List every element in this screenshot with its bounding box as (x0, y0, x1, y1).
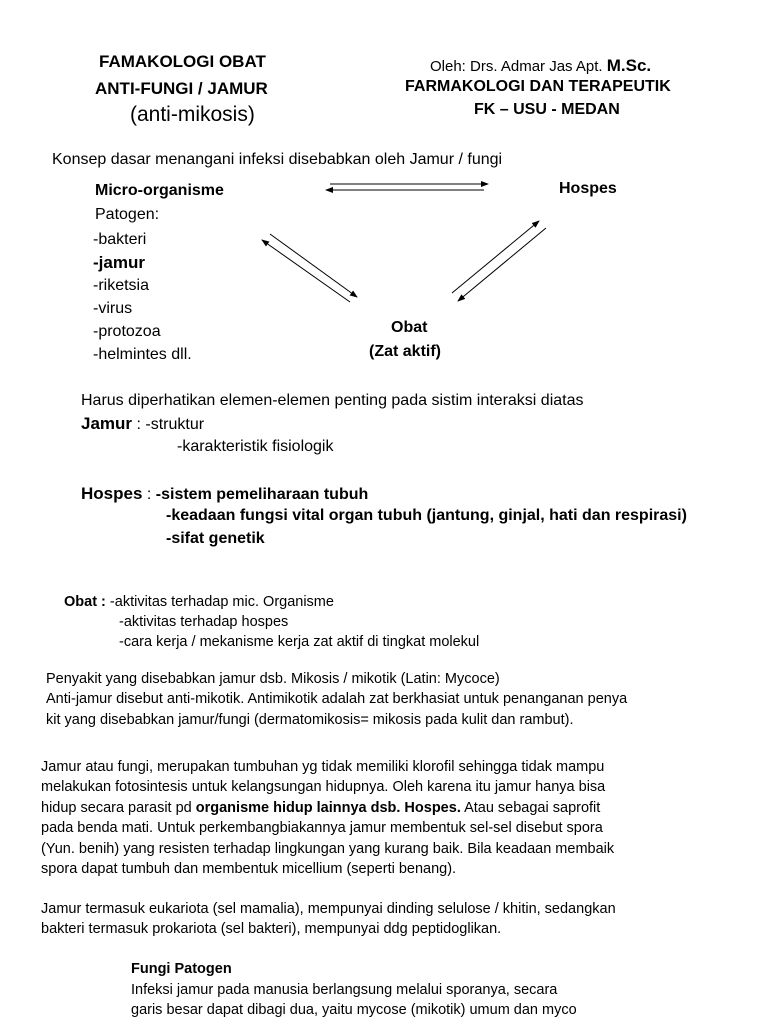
paragraph-eukariota (41, 899, 616, 940)
obat-node: Obat (391, 319, 428, 336)
paragraph-text: Atau sebagai saprofit (460, 799, 601, 816)
arrow-hospes-to-obat (458, 228, 546, 301)
patogen-label: Patogen: (95, 206, 160, 223)
department: FARMAKOLOGI DAN TERAPEUTIK (405, 78, 671, 95)
arrow-obat-to-micro (262, 240, 350, 302)
micro-organisme-title: Micro-organisme (95, 182, 224, 199)
paragraph-line (41, 798, 614, 818)
elements-intro: Harus diperhatikan elemen-elemen penting pada sistim interaksi diatas (81, 392, 584, 409)
paragraph-mikosis (46, 669, 627, 730)
paragraph-line: spora dapat tumbuh dan membentuk micellium (seperti benang). (41, 861, 457, 878)
arrow-obat-to-hospes (452, 221, 539, 293)
paragraph-line: Penyakit yang disebabkan jamur dsb. Mikosis / mikotik (Latin: Mycoce) (46, 671, 500, 687)
obat-item-1: -aktivitas terhadap mic. Organisme (109, 594, 334, 610)
jamur-item-1: -struktur (145, 416, 205, 433)
pathogen-item: -protozoa (93, 323, 161, 340)
paragraph-line: melakukan fotosintesis untuk kelangsungan hidupnya. Oleh karena itu jamur hanya bisa (41, 779, 606, 796)
obat-row (64, 592, 334, 612)
pathogen-item: -helmintes dll. (93, 346, 192, 363)
paragraph-line: Infeksi jamur pada manusia berlangsung melalui sporanya, secara (131, 982, 558, 998)
faculty: FK – USU - MEDAN (474, 101, 620, 118)
jamur-row (81, 414, 204, 434)
paragraph-line: Jamur termasuk eukariota (sel mamalia), mempunyai dinding selulose / khitin, sedangkan (41, 901, 616, 917)
paragraph-line: Jamur atau fungi, merupakan tumbuhan yg tidak memiliki klorofil sehingga tidak mampu (41, 759, 605, 775)
title-line-2: ANTI-FUNGI / JAMUR (95, 79, 268, 98)
author-name: Oleh: Drs. Admar Jas Apt. (430, 58, 607, 75)
paragraph-text: hidup secara parasit pd (41, 799, 196, 816)
author-degree: M.Sc. (606, 56, 652, 75)
jamur-item-2: -karakteristik fisiologik (177, 438, 334, 455)
jamur-label: Jamur (81, 414, 133, 433)
paragraph-line: Anti-jamur disebut anti-mikotik. Antimikotik adalah zat berkhasiat untuk penanganan penya (46, 691, 628, 708)
pathogen-item: -riketsia (93, 277, 150, 294)
hospes-item-1: -sistem pemeliharaan tubuh (155, 486, 369, 503)
fungi-patogen-body (131, 980, 577, 1021)
obat-item-3: -cara kerja / mekanisme kerja zat aktif di tingkat molekul (119, 634, 480, 650)
title-line-1: FAMAKOLOGI OBAT (99, 52, 266, 71)
hospes-label: Hospes (81, 484, 143, 503)
pathogen-item: -jamur (93, 253, 145, 272)
paragraph-jamur (41, 757, 614, 879)
paragraph-line: (Yun. benih) yang resisten terhadap lingkungan yang kurang baik. Bila keadaan membaik (41, 840, 615, 857)
zat-aktif-label: (Zat aktif) (369, 343, 441, 360)
paragraph-line: kit yang disebabkan jamur/fungi (dermatomikosis= mikosis pada kulit dan rambut). (46, 711, 574, 728)
arrow-micro-to-obat (270, 234, 357, 297)
obat-label: Obat : (64, 594, 110, 610)
pathogen-item: -virus (93, 300, 133, 317)
paragraph-emphasis: organisme hidup lainnya dsb. Hospes. (195, 799, 461, 816)
paragraph-line: bakteri termasuk prokariota (sel bakteri), mempunyai ddg peptidoglikan. (41, 921, 502, 938)
pathogen-item: -bakteri (93, 231, 147, 248)
intro-text: Konsep dasar menangani infeksi disebabkan oleh Jamur / fungi (52, 151, 503, 168)
title-line-3: (anti-mikosis) (130, 103, 255, 126)
paragraph-line: pada benda mati. Untuk perkembangbiakannya jamur membentuk sel-sel disebut spora (41, 820, 603, 837)
jamur-colon: : (132, 416, 146, 433)
hospes-item-2: -keadaan fungsi vital organ tubuh (jantung, ginjal, hati dan respirasi) (166, 507, 687, 524)
hospes-colon: : (142, 486, 156, 503)
paragraph-line: garis besar dapat dibagi dua, yaitu mycose (mikotik) umum dan myco (131, 1002, 577, 1019)
hospes-row (81, 484, 368, 504)
obat-item-2: -aktivitas terhadap hospes (119, 614, 289, 630)
hospes-item-3: -sifat genetik (166, 530, 265, 547)
hospes-node: Hospes (559, 180, 617, 197)
fungi-patogen-title: Fungi Patogen (131, 961, 232, 977)
